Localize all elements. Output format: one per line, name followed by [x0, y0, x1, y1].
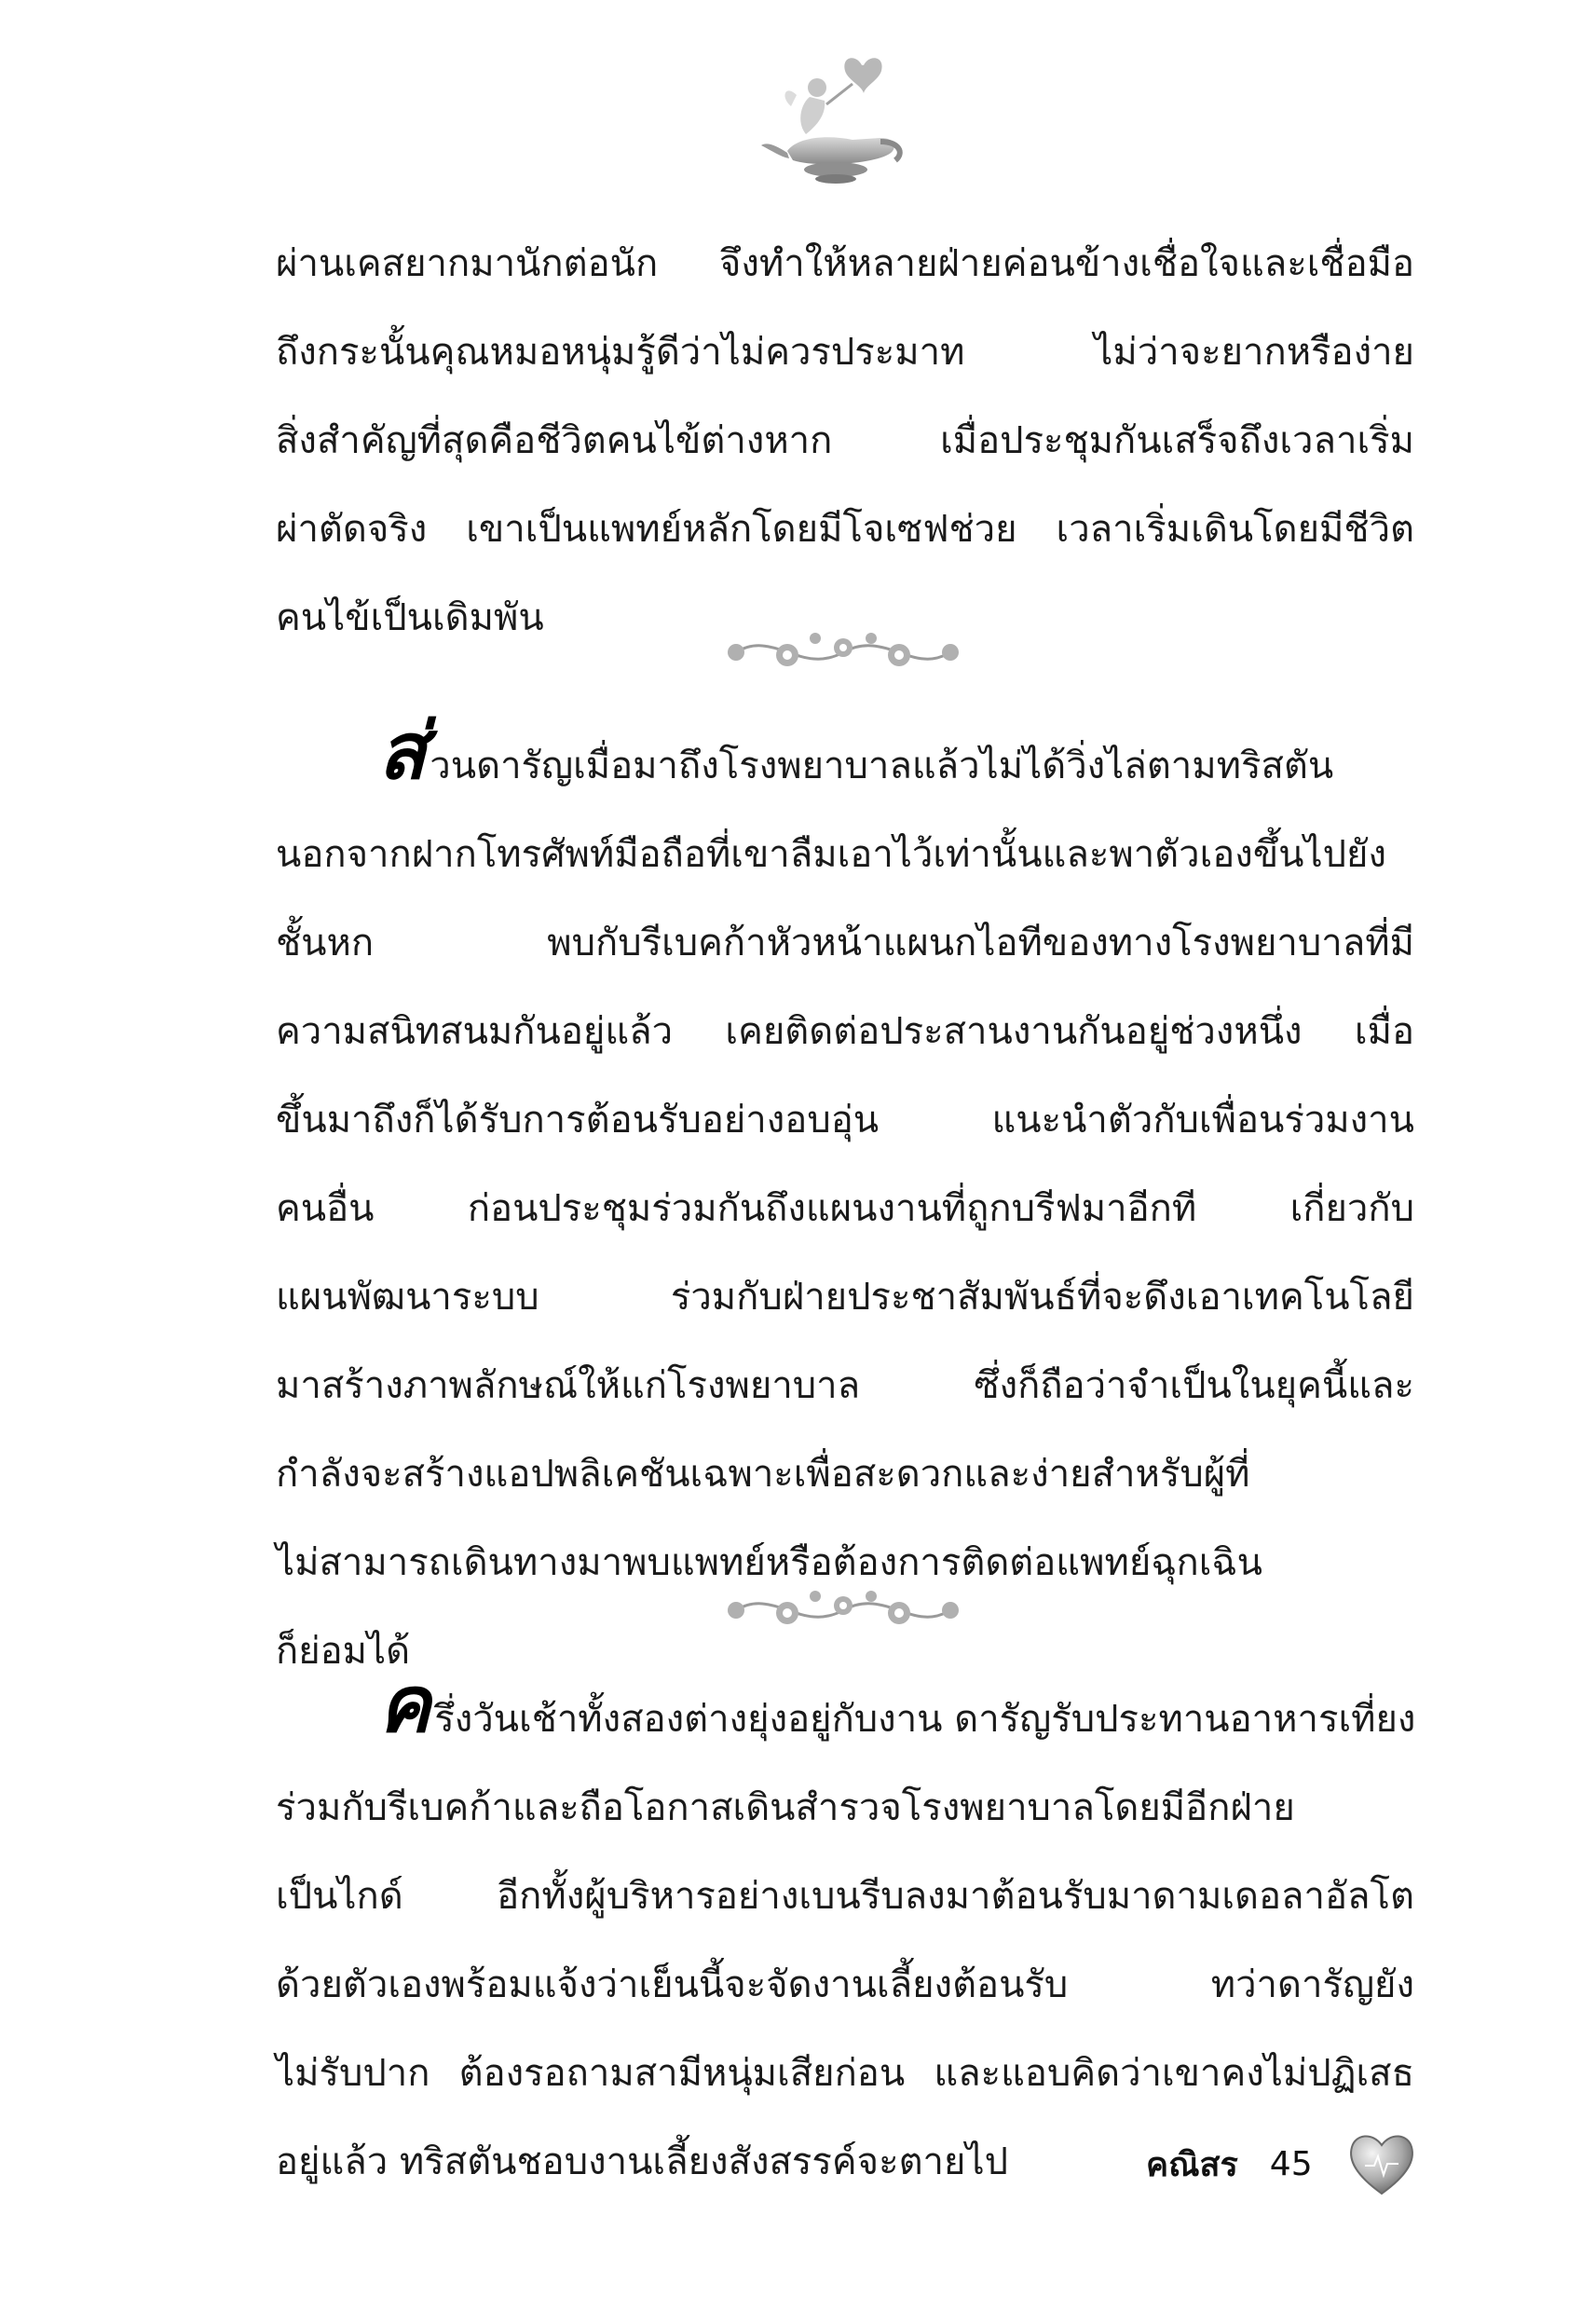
floral-divider-icon — [717, 620, 969, 685]
text-line: กำลังจะสร้างแอปพลิเคชันเฉพาะเพื่อสะดวกและง่ายสำหรับผู้ที่ — [276, 1453, 1250, 1496]
text-line: มาสร้างภาพลักษณ์ให้แก่โรงพยาบาล ซึ่งก็ถือว่าจำเป็นในยุคนี้และ — [276, 1364, 1414, 1407]
text-line: อยู่แล้ว ทริสตันชอบงานเลี้ยงสังสรรค์จะตายไป — [276, 2140, 1008, 2183]
text-line: แผนพัฒนาระบบ ร่วมกับฝ่ายประชาสัมพันธ์ที่จะดึงเอาเทคโนโลยี — [276, 1276, 1414, 1319]
author-name: คณิสร — [1146, 2145, 1238, 2184]
text-line — [276, 1659, 1416, 1764]
text-line: ไม่สามารถเดินทางมาพบแพทย์หรือต้องการติดต่อแพทย์ฉุกเฉิน — [276, 1541, 1262, 1584]
text-line: ผ่านเคสยากมานักต่อนัก จึงทำให้หลายฝ่ายค่อนข้างเชื่อใจและเชื่อมือ — [276, 242, 1414, 285]
text-line — [276, 705, 1414, 811]
text-line: ขึ้นมาถึงก็ได้รับการต้อนรับอย่างอบอุ่น แนะนำตัวกับเพื่อนร่วมงาน — [276, 1099, 1414, 1142]
text-line: สิ่งสำคัญที่สุดคือชีวิตคนไข้ต่างหาก เมื่อประชุมกันเสร็จถึงเวลาเริ่ม — [276, 419, 1414, 462]
drop-cap: ส่ — [378, 705, 427, 797]
text-line: ชั้นหก พบกับรีเบคก้าหัวหน้าแผนกไอทีของทางโรงพยาบาลที่มี — [276, 922, 1414, 964]
text-line: ผ่าตัดจริง เขาเป็นแพทย์หลักโดยมีโจเซฟช่วย เวลาเริ่มเดินโดยมีชีวิต — [276, 508, 1414, 551]
text-line: นอกจากฝากโทรศัพท์มือถือที่เขาลืมเอาไว้เท่านั้นและพาตัวเองขึ้นไปยัง — [276, 833, 1386, 876]
drop-cap: ค — [378, 1659, 431, 1750]
text-line-content: วนดารัญเมื่อมาถึงโรงพยาบาลแล้วไม่ได้วิ่งไล่ตามทริสตัน — [430, 745, 1334, 787]
text-line: ไม่รับปาก ต้องรอถามสามีหนุ่มเสียก่อน และแอบคิดว่าเขาคงไม่ปฏิเสธ — [276, 2052, 1414, 2095]
text-line: ความสนิทสนมกันอยู่แล้ว เคยติดต่อประสานงานกันอยู่ช่วงหนึ่ง เมื่อ — [276, 1010, 1414, 1053]
page-number: 45 — [1269, 2144, 1313, 2183]
heart-icon — [1346, 2128, 1417, 2199]
text-line-content: รึ่งวันเช้าทั้งสองต่างยุ่งอยู่กับงาน ดารัญรับประทานอาหารเที่ยง — [434, 1698, 1416, 1741]
text-line: ร่วมกับรีเบคก้าและถือโอกาสเดินสำรวจโรงพยาบาลโดยมีอีกฝ่าย — [276, 1786, 1295, 1829]
text-line: เป็นไกด์ อีกทั้งผู้บริหารอย่างเบนรีบลงมาต้อนรับมาดามเดอลาอัลโต — [276, 1875, 1414, 1918]
text-line: ก็ย่อมได้ — [276, 1630, 411, 1673]
text-line: ด้วยตัวเองพร้อมแจ้งว่าเย็นนี้จะจัดงานเลี้ยงต้อนรับ ทว่าดารัญยัง — [276, 1963, 1414, 2006]
text-line: คนอื่น ก่อนประชุมร่วมกันถึงแผนงานที่ถูกบรีฟมาอีกที เกี่ยวกับ — [276, 1187, 1414, 1230]
lamp-cupid-icon — [759, 48, 908, 207]
paragraph-1 — [276, 220, 1414, 663]
text-line: ถึงกระนั้นคุณหมอหนุ่มรู้ดีว่าไม่ควรประมาท ไม่ว่าจะยากหรือง่าย — [276, 331, 1414, 374]
text-line: คนไข้เป็นเดิมพัน — [276, 596, 544, 639]
floral-divider-icon — [717, 1578, 969, 1643]
paragraph-2 — [276, 705, 1414, 1696]
page-footer — [1146, 2126, 1417, 2201]
